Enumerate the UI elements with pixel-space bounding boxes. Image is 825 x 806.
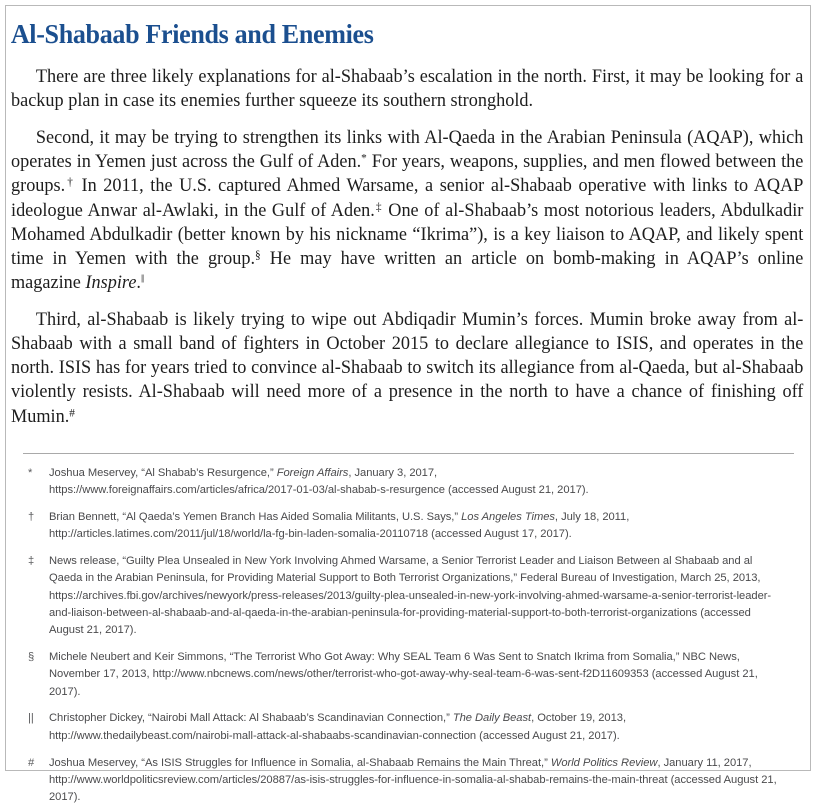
footnote-url[interactable]: http://www.worldpoliticsreview.com/articles/20887/as-isis-struggles-for-influence-in-somalia-al-shabab-remains-the-main-threat — [49, 774, 668, 786]
paragraph-1-text: There are three likely explanations for al-Shabaab’s escalation in the north. First, it may be looking for a backup plan in case its enemies further squeeze its southern stronghold. — [11, 66, 803, 111]
footnote-text — [49, 465, 782, 500]
footnote-seg-2: , July 18, 2011, — [555, 511, 629, 523]
body-copy — [6, 65, 810, 429]
footnote-item — [23, 465, 793, 500]
paragraph-2-seg-6: . — [136, 272, 141, 293]
footnote-seg-1: Brian Bennett, “Al Qaeda’s Yemen Branch Has Aided Somalia Militants, U.S. Says,” — [49, 511, 461, 523]
footnote-item — [23, 755, 793, 806]
footnote-publication: World Politics Review — [551, 757, 658, 769]
footnote-ref-hash[interactable]: # — [69, 405, 75, 419]
footnote-marker: || — [23, 710, 49, 727]
footnote-publication: Los Angeles Times — [461, 511, 555, 523]
paragraph-2-seg-3: In 2011, the U.S. captured Ahmed Warsame, a senior al-Shabaab operative with links to AQAP ideologue Anwar al-Awlaki, in the Gulf of Aden. — [11, 175, 803, 220]
footnote-ref-section[interactable]: § — [255, 247, 261, 261]
footnote-seg-1: Michele Neubert and Keir Simmons, “The Terrorist Who Got Away: Why SEAL Team 6 Was Sent to Snatch Ikrima from Somalia,” NBC News, November 17, 2013, — [49, 651, 740, 680]
footnote-text — [49, 509, 782, 544]
footnote-ref-asterisk[interactable]: * — [361, 150, 367, 164]
footnote-marker: † — [23, 509, 49, 526]
footnote-seg-3: (accessed August 21, 2017). — [49, 607, 751, 636]
footnote-url[interactable]: http://www.thedailybeast.com/nairobi-mall-attack-al-shabaabs-scandinavian-connection — [49, 730, 476, 742]
footnote-marker: * — [23, 465, 49, 482]
footnote-marker: § — [23, 649, 49, 666]
footnotes-divider-wrap — [6, 429, 810, 454]
publication-title-inspire: Inspire — [85, 272, 136, 293]
footnote-seg-3: (accessed August 21, 2017). — [49, 668, 758, 697]
footnote-item — [23, 509, 793, 544]
footnote-seg-3: (accessed August 21, 2017). — [445, 484, 589, 496]
footnote-seg-2: , January 11, 2017, — [657, 757, 751, 769]
footnote-text — [49, 755, 782, 806]
footnote-marker: ‡ — [23, 553, 49, 570]
paragraph-3 — [11, 308, 803, 429]
footnotes-list — [6, 454, 810, 806]
paragraph-2 — [11, 126, 803, 295]
footnote-text — [49, 553, 782, 639]
footnote-seg-1: Joshua Meservey, “As ISIS Struggles for Influence in Somalia, al-Shabaab Remains the Main Threat,” — [49, 757, 551, 769]
footnote-publication: Foreign Affairs — [277, 467, 349, 479]
footnote-seg-2: , October 19, 2013, — [531, 712, 626, 724]
paragraph-2-seg-1: Second, it may be trying to strengthen its links with Al-Qaeda in the Arabian Peninsula (AQAP), which operates in Yemen just across the Gulf of Aden. — [11, 127, 803, 172]
footnote-seg-1: News release, “Guilty Plea Unsealed in New York Involving Ahmed Warsame, a Senior Terrorist Leader and Liaison Between al Shabaab and al Qaeda in the Arabian Peninsula, for Providing Material Support to Both Terrorist Organizations,” Federal Bureau of Investigation, March 25, 2013, — [49, 555, 760, 584]
paragraph-2-seg-4: One of al-Shabaab’s most notorious leaders, Abdulkadir Mohamed Abdulkadir (better known by his nickname “Ikrima”), is a key liaison to AQAP, and likely spent time in Yemen with the group. — [11, 200, 803, 269]
footnote-text — [49, 649, 782, 701]
paragraph-2-seg-5: He may have written an article on bomb-making in AQAP’s online magazine — [11, 248, 803, 293]
footnote-item — [23, 710, 793, 745]
footnote-seg-1: Christopher Dickey, “Nairobi Mall Attack: Al Shabaab’s Scandinavian Connection,” — [49, 712, 453, 724]
paragraph-3-seg-1: Third, al-Shabaab is likely trying to wipe out Abdiqadir Mumin’s forces. Mumin broke away from al-Shabaab with a small band of fighters in October 2015 to declare allegiance to ISIS, and operates in the north. ISIS has for years tried to convince al-Shabaab to switch its allegiance from al-Qaeda, but al-Shabaab violently resists. Al-Shabaab will need more of a presence in the north to have a chance of finishing off Mumin. — [11, 309, 803, 427]
footnote-marker: # — [23, 755, 49, 772]
footnote-ref-double-dagger[interactable]: ‡ — [375, 199, 383, 213]
footnote-url[interactable]: http://www.nbcnews.com/news/other/terrorist-who-got-away-why-seal-team-6-was-sent-f2D11609353 — [153, 668, 649, 680]
footnote-url[interactable]: https://archives.fbi.gov/archives/newyork/press-releases/2013/guilty-plea-unsealed-in-new-york-involving-ahmed-warsame-a-senior-terrorist-leader-and-liaison-between-al-shabaab-and-al-qaeda-in-the-arabian-peninsula-for-providing-material-support-to-both-terrorist-organizations — [49, 590, 771, 619]
footnote-ref-dagger[interactable]: † — [65, 175, 75, 189]
footnote-seg-3: (accessed August 21, 2017). — [476, 730, 620, 742]
footnote-item — [23, 649, 793, 701]
document-page — [5, 5, 811, 771]
footnote-url[interactable]: https://www.foreignaffairs.com/articles/africa/2017-01-03/al-shabab-s-resurgence — [49, 484, 445, 496]
footnote-publication: The Daily Beast — [453, 712, 531, 724]
footnote-item — [23, 553, 793, 639]
footnote-text — [49, 710, 782, 745]
page-title: Al-Shabaab Friends and Enemies — [6, 6, 782, 49]
footnote-url[interactable]: http://articles.latimes.com/2011/jul/18/world/la-fg-bin-laden-somalia-20110718 — [49, 528, 428, 540]
paragraph-1 — [11, 65, 803, 113]
footnote-seg-3: (accessed August 21, 2017). — [49, 774, 777, 803]
paragraph-2-seg-2: For years, weapons, supplies, and men flowed between the groups. — [11, 151, 803, 196]
footnote-seg-2: , January 3, 2017, — [348, 467, 437, 479]
footnote-ref-double-bar[interactable]: ‖ — [141, 271, 144, 285]
footnote-seg-3: (accessed August 17, 2017). — [428, 528, 572, 540]
footnote-seg-1: Joshua Meservey, “Al Shabab’s Resurgence,” — [49, 467, 277, 479]
